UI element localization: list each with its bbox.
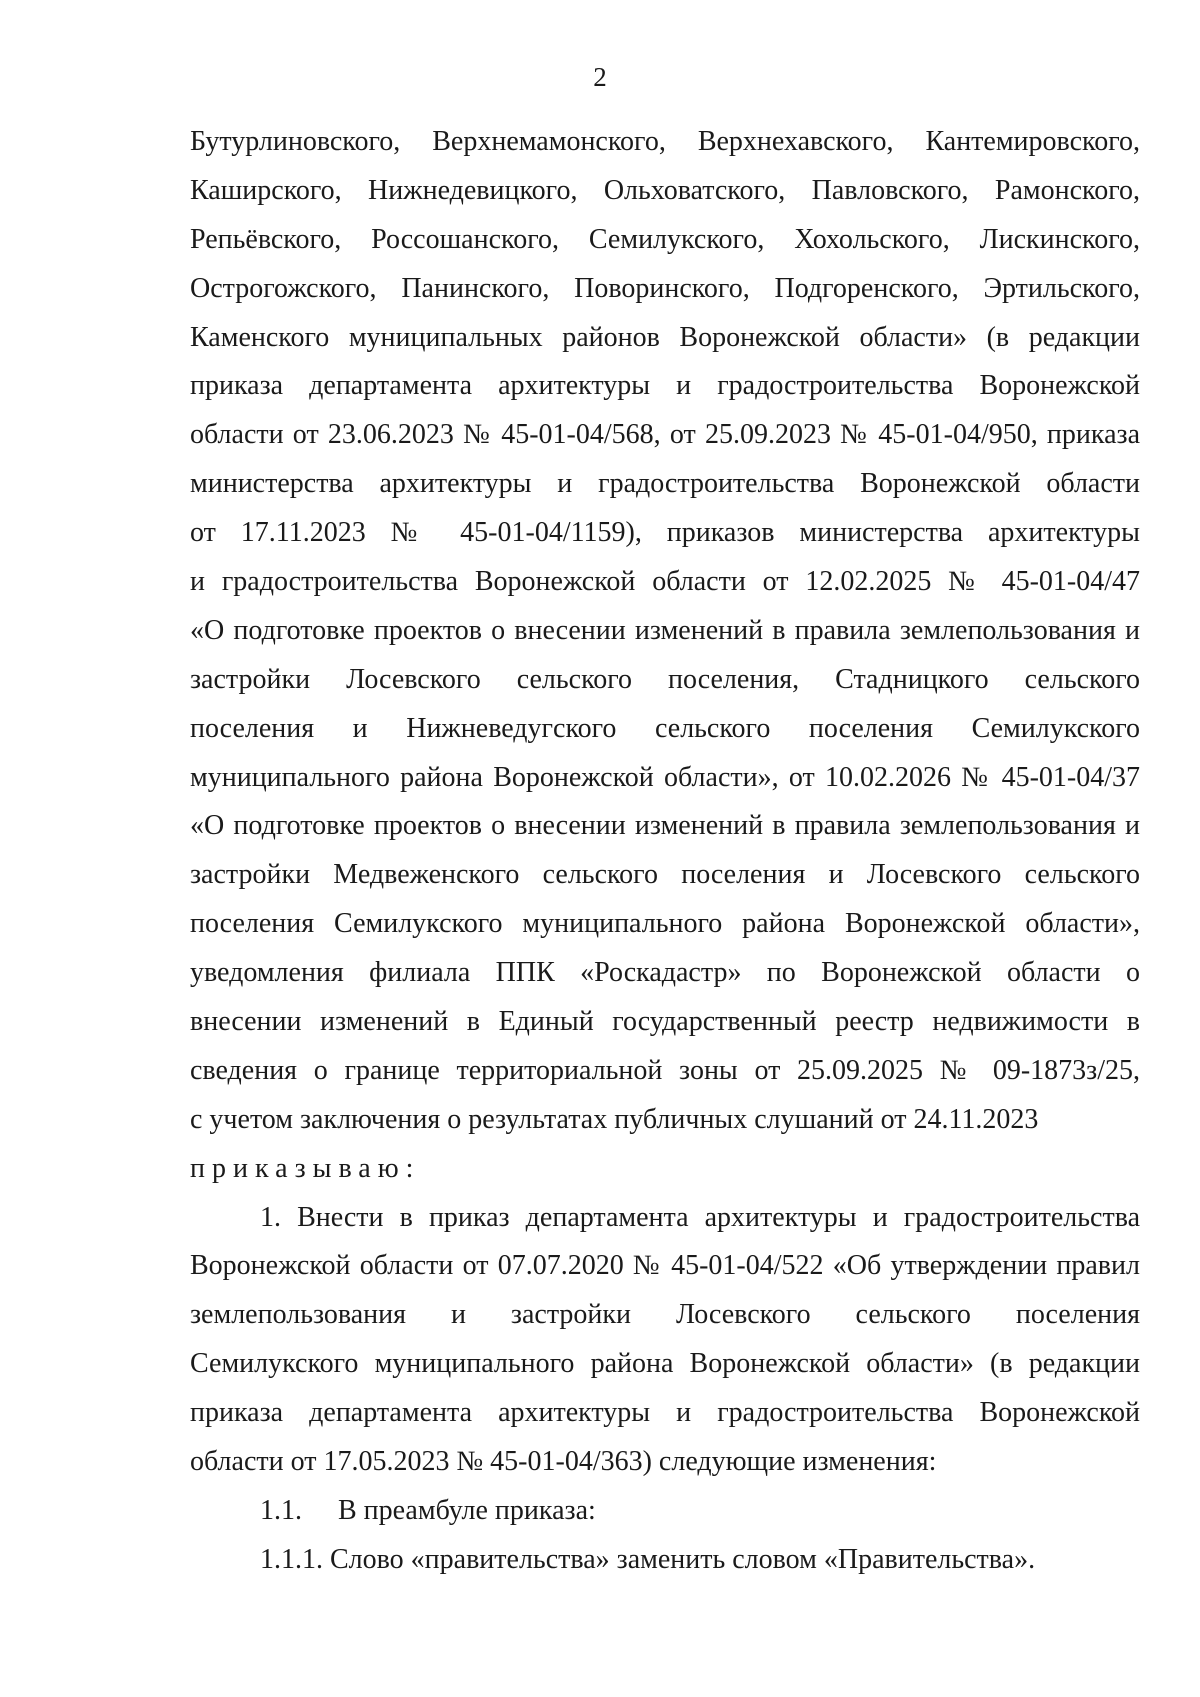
text-line: «О подготовке проектов о внесении изменений в правила землепользования и (190, 614, 1140, 646)
text-line: от 17.11.2023 № 45-01-04/1159), приказов министерства архитектуры (190, 517, 1140, 549)
text-line: приказа департамента архитектуры и градостроительства Воронежской (190, 1397, 1140, 1429)
text-line: Семилукского муниципального района Воронежской области» (в редакции (190, 1348, 1140, 1380)
text-line: области от 17.05.2023 № 45-01-04/363) следующие изменения: (190, 1446, 937, 1478)
item-1-1 (190, 1487, 1140, 1536)
text-line: муниципального района Воронежской области», от 10.02.2026 № 45-01-04/37 (190, 761, 1140, 793)
text-line: «О подготовке проектов о внесении изменений в правила землепользования и (190, 810, 1140, 842)
document-body (190, 118, 1140, 1585)
order-word: приказываю: (190, 1152, 421, 1184)
text-line: Воронежской области от 07.07.2020 № 45-01-04/522 «Об утверждении правил (190, 1250, 1140, 1282)
text-line: застройки Лосевского сельского поселения, Стадницкого сельского (190, 663, 1140, 695)
text-line: 1. Внести в приказ департамента архитектуры и градостроительства (260, 1201, 1140, 1233)
text-line: и градостроительства Воронежской области от 12.02.2025 № 45-01-04/47 (190, 566, 1140, 598)
text-line: сведения о границе территориальной зоны от 25.09.2025 № 09-1873з/25, (190, 1054, 1140, 1086)
text-line: с учетом заключения о результатах публичных слушаний от 24.11.2023 (190, 1103, 1039, 1135)
text-line: Бутурлиновского, Верхнемамонского, Верхнехавского, Кантемировского, (190, 126, 1140, 157)
item-1-1-text: В преамбуле приказа: (338, 1494, 596, 1526)
item-1-paragraph (190, 1194, 1140, 1487)
text-line: внесении изменений в Единый государственный реестр недвижимости в (190, 1006, 1140, 1038)
text-line: уведомления филиала ППК «Роскадастр» по Воронежской области о (190, 957, 1140, 989)
text-line: поселения Семилукского муниципального района Воронежской области», (190, 908, 1140, 940)
text-line: застройки Медвеженского сельского поселения и Лосевского сельского (190, 859, 1140, 891)
text-line: приказа департамента архитектуры и градостроительства Воронежской (190, 370, 1140, 402)
text-line: Каменского муниципальных районов Воронежской области» (в редакции (190, 321, 1140, 353)
text-line: Репьёвского, Россошанского, Семилукского, Хохольского, Лискинского, (190, 223, 1140, 255)
item-1-1-1: 1.1.1. Слово «правительства» заменить словом «Правительства». (260, 1543, 1036, 1575)
text-line: Острогожского, Панинского, Поворинского, Подгоренского, Эртильского, (190, 272, 1140, 304)
text-line: министерства архитектуры и градостроительства Воронежской области (190, 468, 1140, 500)
text-line: Каширского, Нижнедевицкого, Ольховатского, Павловского, Рамонского, (190, 174, 1140, 206)
page-number: 2 (593, 62, 607, 92)
text-line: поселения и Нижневедугского сельского поселения Семилукского (190, 712, 1140, 744)
text-line: землепользования и застройки Лосевского сельского поселения (190, 1299, 1140, 1331)
preamble-paragraph (190, 118, 1140, 1145)
item-1-1-number: 1.1. (260, 1494, 302, 1526)
text-line: области от 23.06.2023 № 45-01-04/568, от 25.09.2023 № 45-01-04/950, приказа (190, 419, 1140, 451)
